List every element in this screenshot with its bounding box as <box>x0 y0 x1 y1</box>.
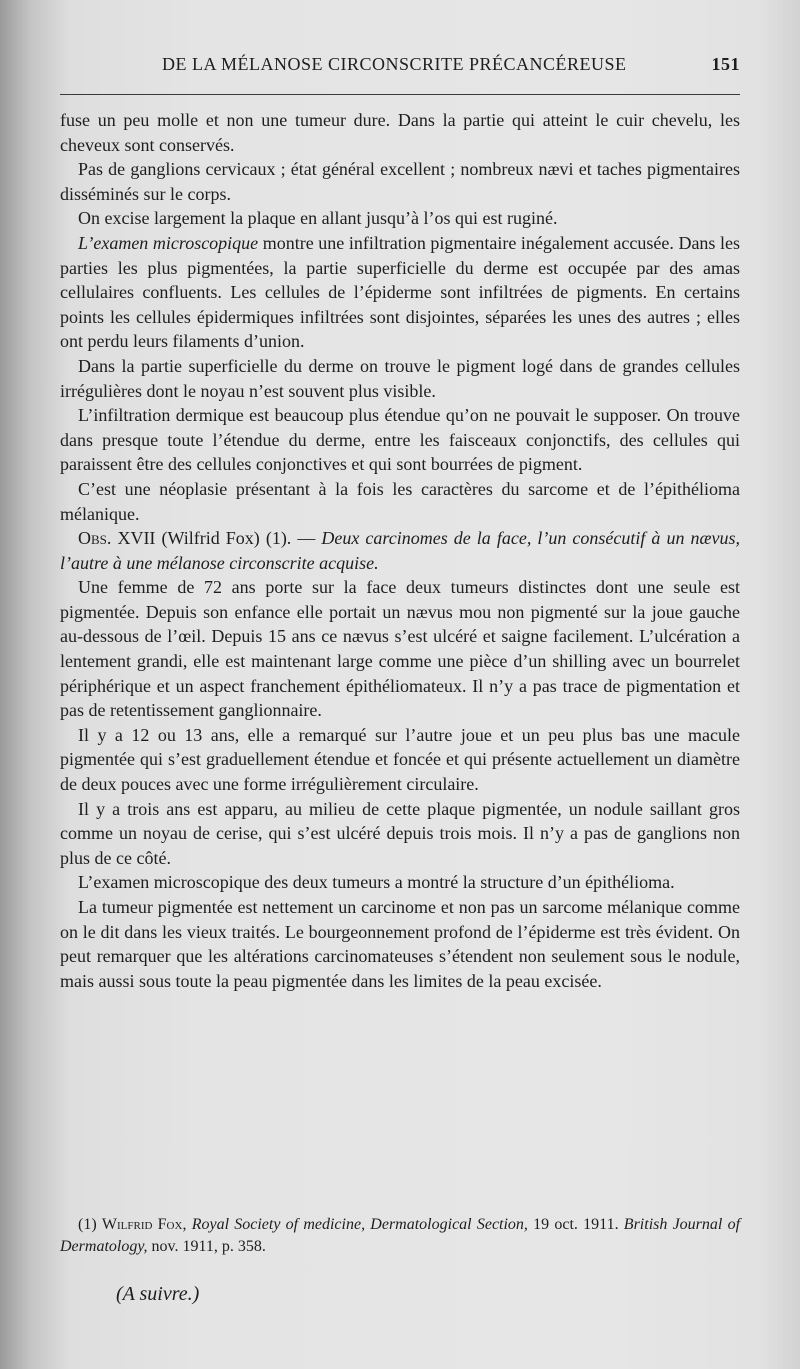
running-title: DE LA MÉLANOSE CIRCONSCRITE PRÉCANCÉREUSE <box>162 54 627 74</box>
observation-heading <box>60 526 740 575</box>
paragraph-text: montre une infiltration pigmentaire inégalement accusée. Dans les parties les plus pigmentées, la partie superficielle du derme est occupée par des amas cellulaires confluents. Les cellules de l’épiderme sont infiltrées de pigments. En certains points les cellules épidermiques infiltrées sont disjointes, séparées les unes des autres ; elles ont perdu leurs filaments d’union. <box>60 232 740 352</box>
paragraph: Pas de ganglions cervicaux ; état général excellent ; nombreux nævi et taches pigmentaires disséminés sur le corps. <box>60 159 740 204</box>
paragraph: On excise largement la plaque en allant jusqu’à l’os qui est ruginé. <box>78 208 558 229</box>
footnote-date: 19 oct. 1911. <box>527 1216 624 1233</box>
article-body <box>60 108 740 993</box>
italic-lead: L’examen microscopique <box>78 232 259 253</box>
paragraph: C’est une néoplasie présentant à la fois les caractères du sarcome et de l’épithélioma mélanique. <box>60 478 740 524</box>
paragraph: Il y a trois ans est apparu, au milieu de cette plaque pigmentée, un nodule saillant gros comme un noyau de cerise, qui s’est ulcéré depuis trois mois. Il n’y a pas de ganglions non plus de ce côté. <box>60 798 740 868</box>
header-rule <box>60 94 740 95</box>
footnote-marker: (1) <box>78 1216 102 1233</box>
footnote-journal: British Journal of Dermatology, <box>60 1216 741 1255</box>
footnote-date: nov. 1911, p. 358. <box>147 1238 266 1255</box>
footnote-author: Wilfrid Fox <box>101 1216 183 1233</box>
paragraph: Une femme de 72 ans porte sur la face deux tumeurs distinctes dont une seule est pigmentée. Depuis son enfance elle portait un nævus mou non pigmenté sur la joue gauche au-dessous de l’œil. Depuis 15 ans ce nævus s’est ulcéré et saigne facilement. L’ulcération a lentement grandi, elle est maintenant large comme une pièce d’un shilling avec un bourrelet périphérique et un aspect franchement épithéliomateux. Il n’y a pas trace de pigmentation et pas de retentissement ganglionnaire. <box>60 577 740 721</box>
footnote-journal: Royal Society of medicine, Dermatological Section, <box>191 1216 528 1233</box>
observation-author: (Wilfrid Fox) (1). — <box>155 528 322 549</box>
paragraph: La tumeur pigmentée est nettement un carcinome et non pas un sarcome mélanique comme on le dit dans les vieux traités. Le bourgeonnement profond de l’épiderme est très évident. On peut remarquer que les altérations carcinomateuses s’étendent non seulement sous le nodule, mais aussi sous toute la peau pigmentée dans les limites de la peau excisée. <box>60 897 740 991</box>
paragraph: Dans la partie superficielle du derme on trouve le pigment logé dans de grandes cellules irrégulières dont le noyau n’est souvent plus visible. <box>60 355 740 401</box>
observation-label: Obs. XVII <box>78 528 156 549</box>
footnote-separator: , <box>182 1216 192 1233</box>
paragraph: L’examen microscopique des deux tumeurs a montré la structure d’un épithélioma. <box>78 872 675 893</box>
paragraph: fuse un peu molle et non une tumeur dure. Dans la partie qui atteint le cuir chevelu, les cheveux sont conservés. <box>60 110 740 155</box>
page-header <box>60 52 740 82</box>
continuation-note: (A suivre.) <box>116 1283 200 1305</box>
page-number: 151 <box>711 54 740 74</box>
footnote-text <box>60 1214 740 1258</box>
footnote <box>60 1214 740 1258</box>
paragraph: Il y a 12 ou 13 ans, elle a remarqué sur l’autre joue et un peu plus bas une macule pigmentée qui s’est graduellement étendue et foncée et qui présente actuellement un diamètre de deux pouces avec une forme irrégulièrement circulaire. <box>60 724 740 795</box>
paragraph-exam <box>60 231 740 354</box>
paragraph: L’infiltration dermique est beaucoup plus étendue qu’on ne pouvait le supposer. On trouve dans presque toute l’étendue du derme, entre les faisceaux conjonctifs, des cellules qui paraissent être des cellules conjonctives et qui sont bourrées de pigment. <box>60 405 740 475</box>
observation-title: Deux carcinomes de la face, l’un consécutif à un nævus, l’autre à une mélanose circonscrite acquise. <box>60 528 741 573</box>
